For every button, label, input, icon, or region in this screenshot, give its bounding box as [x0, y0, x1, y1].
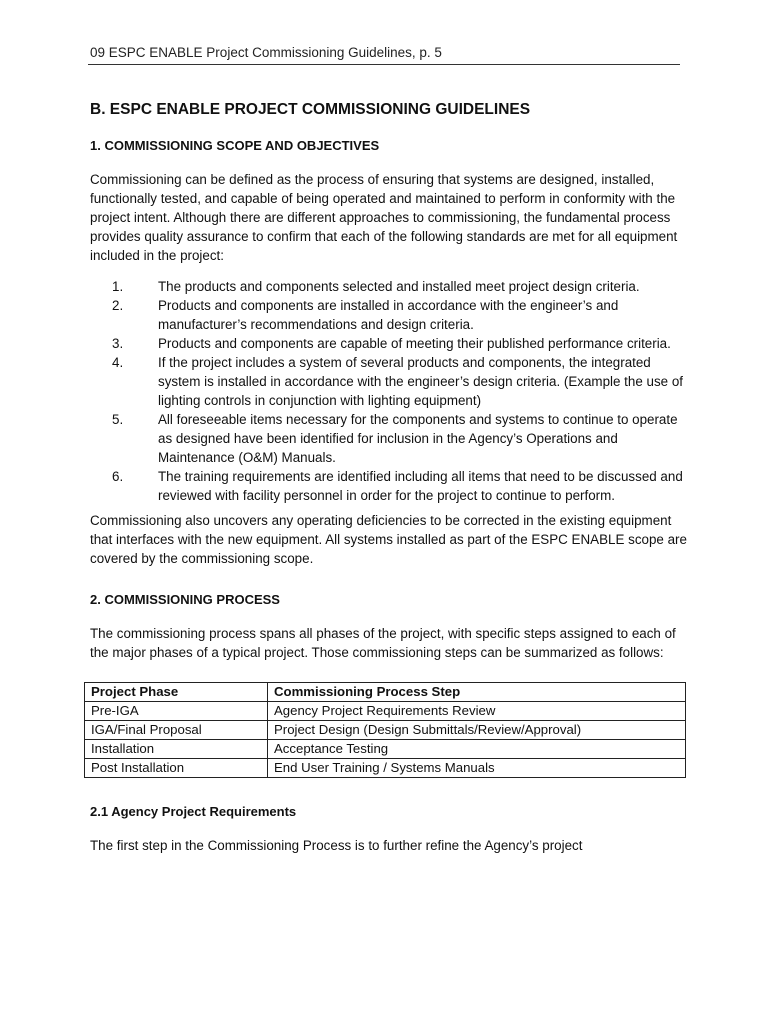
list-item-number: 3. [112, 336, 124, 351]
table-row [85, 702, 686, 721]
standards-list [90, 277, 690, 505]
table-row [85, 740, 686, 759]
list-item-number: 1. [112, 279, 124, 294]
list-item-text: Products and components are capable of meeting their published performance criteria. [158, 336, 671, 351]
table-cell: Agency Project Requirements Review [268, 702, 686, 721]
list-item [90, 296, 690, 334]
section-2-1-heading: 2.1 Agency Project Requirements [90, 804, 297, 819]
column-header: Project Phase [85, 683, 268, 702]
table-cell: Installation [85, 740, 268, 759]
section-1-intro: Commissioning can be defined as the process of ensuring that systems are designed, installed, functionally tested, and capable of being operated and maintained to perform in conformity with the project intent. Although there are different approaches to commissioning, the fundamental process provides quality assurance to confirm that each of the following standards are met for all equipment included in the project: [90, 172, 678, 263]
list-item [90, 277, 690, 296]
list-item-text: The products and components selected and installed meet project design criteria. [158, 279, 640, 294]
section-1-heading: 1. COMMISSIONING SCOPE AND OBJECTIVES [90, 138, 380, 153]
table-cell: Acceptance Testing [268, 740, 686, 759]
section-1-closing: Commissioning also uncovers any operating deficiencies to be corrected in the existing equipment that interfaces with the new equipment. All systems installed as part of the ESPC ENABLE scope are covered by the commissioning scope. [90, 513, 687, 566]
list-item [90, 410, 690, 467]
running-header: 09 ESPC ENABLE Project Commissioning Guidelines, p. 5 [90, 45, 442, 60]
table-cell: End User Training / Systems Manuals [268, 759, 686, 778]
section-2-heading: 2. COMMISSIONING PROCESS [90, 592, 280, 607]
list-item-text: The training requirements are identified including all items that need to be discussed and reviewed with facility personnel in order for the project to continue to perform. [158, 469, 683, 503]
table-cell: Project Design (Design Submittals/Review/Approval) [268, 721, 686, 740]
list-item-text: If the project includes a system of several products and components, the integrated system is installed in accordance with the engineer’s design criteria. (Example the use of lighting controls in conjunction with lighting equipment) [158, 355, 683, 408]
document-title: B. ESPC ENABLE PROJECT COMMISSIONING GUIDELINES [90, 101, 531, 118]
list-item-text: Products and components are installed in accordance with the engineer’s and manufacturer’s recommendations and design criteria. [158, 298, 619, 332]
column-header: Commissioning Process Step [268, 683, 686, 702]
list-item-number: 4. [112, 355, 124, 370]
table-cell: Post Installation [85, 759, 268, 778]
header-divider [88, 64, 680, 65]
list-item [90, 334, 690, 353]
commissioning-phase-table [84, 682, 686, 778]
table-header-row [85, 683, 686, 702]
table-row [85, 759, 686, 778]
section-spacer [90, 580, 690, 590]
table-row [85, 721, 686, 740]
list-item-number: 5. [112, 412, 124, 427]
list-item-number: 6. [112, 469, 124, 484]
list-item [90, 467, 690, 505]
table-cell: Pre-IGA [85, 702, 268, 721]
list-item-number: 2. [112, 298, 124, 313]
section-2-1-text: The first step in the Commissioning Process is to further refine the Agency’s project [90, 838, 583, 853]
list-item-text: All foreseeable items necessary for the components and systems to continue to operate as designed have been identified for inclusion in the Agency’s Operations and Maintenance (O&M) Manuals. [158, 412, 678, 465]
list-item [90, 353, 690, 410]
table-cell: IGA/Final Proposal [85, 721, 268, 740]
section-2-intro: The commissioning process spans all phases of the project, with specific steps assigned to each of the major phases of a typical project. Those commissioning steps can be summarized as follows: [90, 626, 676, 660]
document-body [90, 100, 690, 867]
